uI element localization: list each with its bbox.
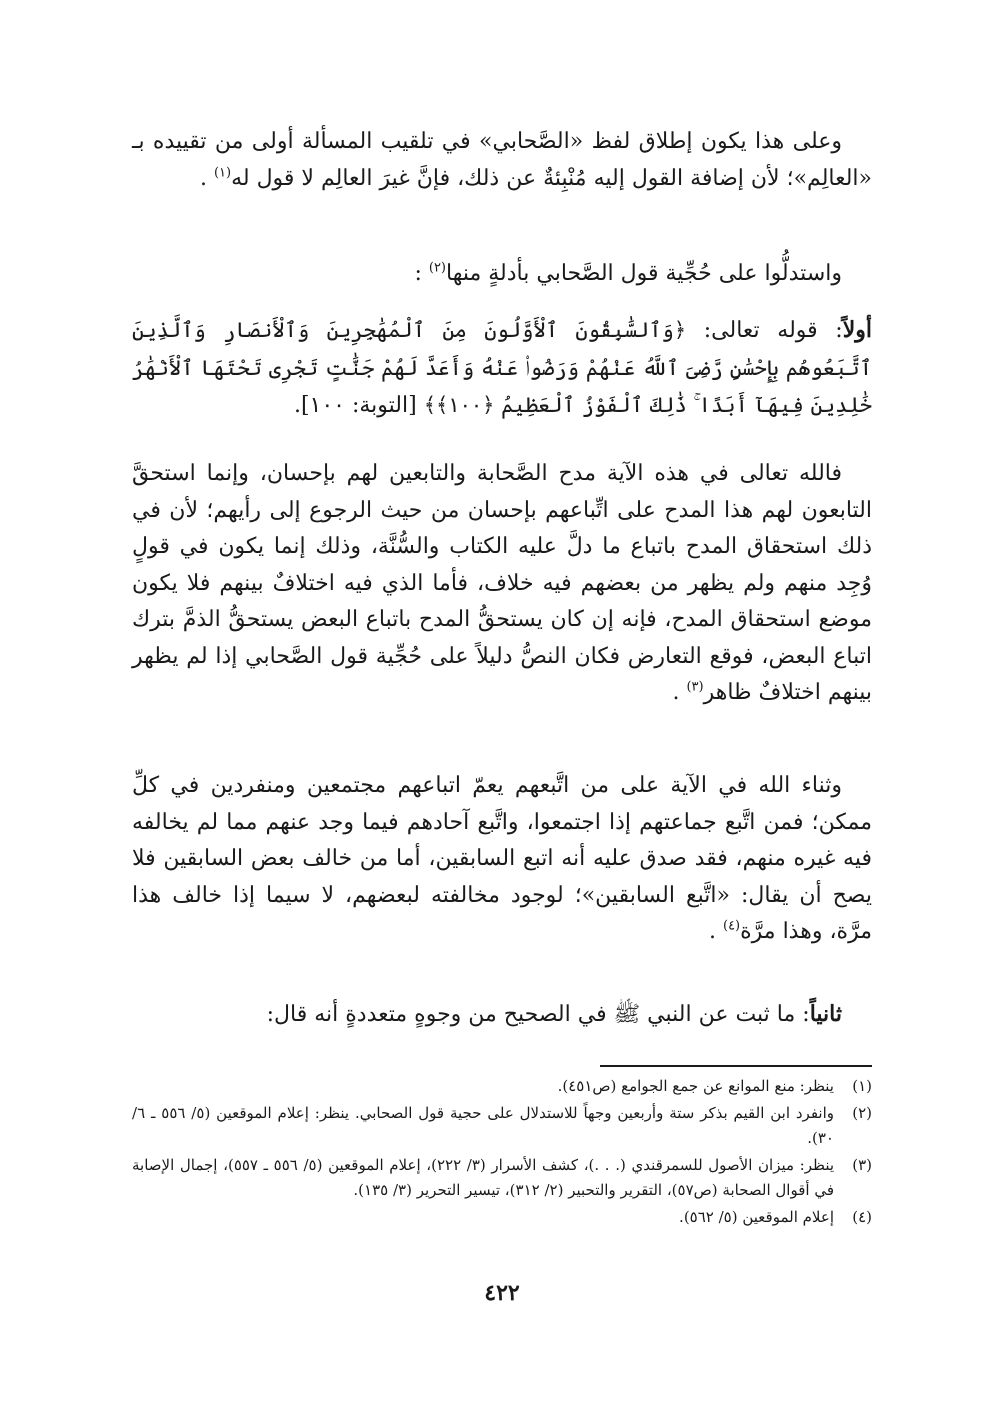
footnote-text: إعلام الموقعين (٥/ ٥٦٢). bbox=[679, 1207, 834, 1226]
paragraph-3-verse bbox=[132, 312, 872, 425]
footnote-text: ينظر: ميزان الأصول للسمرقندي (. . .)، كشف الأسرار (٣/ ٢٢٢)، إعلام الموقعين (٥/ ٥٥٦ ـ ٥٥٧)، إجمال الإصابة في أقوال الصحابة (ص٥٧)، التقرير والتحبير (٢/ ٣١٢)، تيسير التحرير (٣/ ١٣٥). bbox=[132, 1155, 835, 1199]
paragraph-1-text: وعلى هذا يكون إطلاق لفظ «الصَّحابي» في تلقيب المسألة أولى من تقييده بـ «العالِم»؛ لأن إضافة القول إليه مُنْبِئةٌ عن ذلك، فإنَّ غيرَ العالِم لا قول له bbox=[132, 129, 872, 191]
paragraph-6-lead: ثانياً bbox=[809, 1001, 842, 1027]
verse-reference: [التوبة: ١٠٠]. bbox=[293, 393, 424, 418]
paragraph-4-end: . bbox=[672, 680, 680, 705]
paragraph-5-text: وثناء الله في الآية على من اتَّبعهم يعمّ اتباعهم مجتمعين ومنفردين في كلِّ ممكن؛ فمن اتَّبع جماعتهم إذا اجتمعوا، واتَّبع آحادهم فيما وجد عنهم مما لم يخالفه فيه غيره منهم، فقد صدق عليه أنه اتبع السابقين، أما من خالف بعض السابقين فلا يصح أن يقال: «اتَّبع السابقين»؛ لوجود مخالفته لبعضهم، لا سيما إذا خالف هذا مرَّة، وهذا مرَّة bbox=[132, 773, 872, 944]
paragraph-2-text: واستدلُّوا على حُجِّية قول الصَّحابي بأدلةٍ منها bbox=[446, 261, 842, 286]
footnote-text: ينظر: منع الموانع عن جمع الجوامع (ص٤٥١). bbox=[557, 1077, 834, 1095]
paragraph-4-text: فالله تعالى في هذه الآية مدح الصَّحابة والتابعين لهم بإحسان، وإنما استحقَّ التابعون لهم هذا المدح على اتِّباعهم بإحسان من حيث الرجوع إلى رأيهم؛ لأن في ذلك استحقاق المدح باتباع ما دلَّ عليه الكتاب والسُّنَّة، وذلك إنما يكون في قولٍ وُجِد منهم ولم يظهر من بعضهم فيه خلاف، فأما الذي فيه اختلافٌ بينهم فلا يكون موضع استحقاق المدح، فإنه إن كان يستحقُّ المدح باتباع البعض يستحقُّ الذمَّ بترك اتباع البعض، فوقع التعارض فكان النصُّ دليلاً على حُجِّية قول الصَّحابي إذا لم يظهر بينهم اختلافٌ ظاهر bbox=[132, 461, 872, 705]
paragraph-5 bbox=[132, 768, 872, 951]
footnote-ref-4[interactable]: (٤) bbox=[722, 918, 741, 934]
paragraph-6 bbox=[132, 996, 872, 1034]
paragraph-2 bbox=[132, 256, 872, 293]
footnote-1 bbox=[132, 1074, 872, 1100]
paragraph-4 bbox=[132, 456, 872, 712]
paragraph-2-end: : bbox=[414, 261, 422, 286]
paragraph-6-text: : ما ثبت عن النبي ﷺ في الصحيح من وجوهٍ متعددةٍ أنه قال: bbox=[266, 1002, 810, 1027]
footnote-ref-2[interactable]: (٢) bbox=[428, 260, 446, 276]
paragraph-3-intro: : قوله تعالى: bbox=[686, 318, 843, 343]
footnote-number: (٣) bbox=[852, 1155, 872, 1174]
page-number: ٤٢٢ bbox=[484, 1280, 520, 1306]
footnote-number: (٤) bbox=[852, 1207, 872, 1226]
paragraph-1-end: . bbox=[199, 165, 207, 191]
footnote-divider bbox=[600, 1065, 872, 1067]
footnote-ref-3[interactable]: (٣) bbox=[686, 679, 704, 695]
paragraph-1 bbox=[132, 124, 872, 197]
paragraph-3-lead: أولاً bbox=[842, 317, 872, 343]
footnote-number: (٢) bbox=[852, 1103, 872, 1122]
footnote-2 bbox=[132, 1101, 872, 1152]
footnote-4 bbox=[132, 1205, 872, 1231]
footnote-3 bbox=[132, 1153, 872, 1204]
footnotes bbox=[132, 1074, 872, 1231]
footnote-ref-1[interactable]: (١) bbox=[213, 165, 232, 181]
footnote-number: (١) bbox=[852, 1077, 872, 1095]
footnote-text: وانفرد ابن القيم بذكر ستة وأربعين وجهاً للاستدلال على حجية قول الصحابي. ينظر: إعلام الموقعين (٥/ ٥٥٦ ـ ٦/ ٣٠). bbox=[132, 1103, 835, 1147]
paragraph-5-end: . bbox=[708, 919, 716, 944]
quran-verse: ﴿وَٱلسَّٰبِقُونَ ٱلْأَوَّلُونَ مِنَ ٱلْمُهَٰجِرِينَ وَٱلْأَنصَارِ وَٱلَّذِينَ ٱتَّبَعُوهُم بِإِحْسَٰنٍ رَّضِىَ ٱللَّهُ عَنْهُمْ وَرَضُوا۟ عَنْهُ وَأَعَدَّ لَهُمْ جَنَّٰتٍ تَجْرِى تَحْتَهَا ٱلْأَنْهَٰرُ خَٰلِدِينَ فِيهَآ أَبَدًا ۚ ذَٰلِكَ ٱلْفَوْزُ ٱلْعَظِيمُ ﴿١٠٠﴾﴾ bbox=[132, 318, 872, 417]
